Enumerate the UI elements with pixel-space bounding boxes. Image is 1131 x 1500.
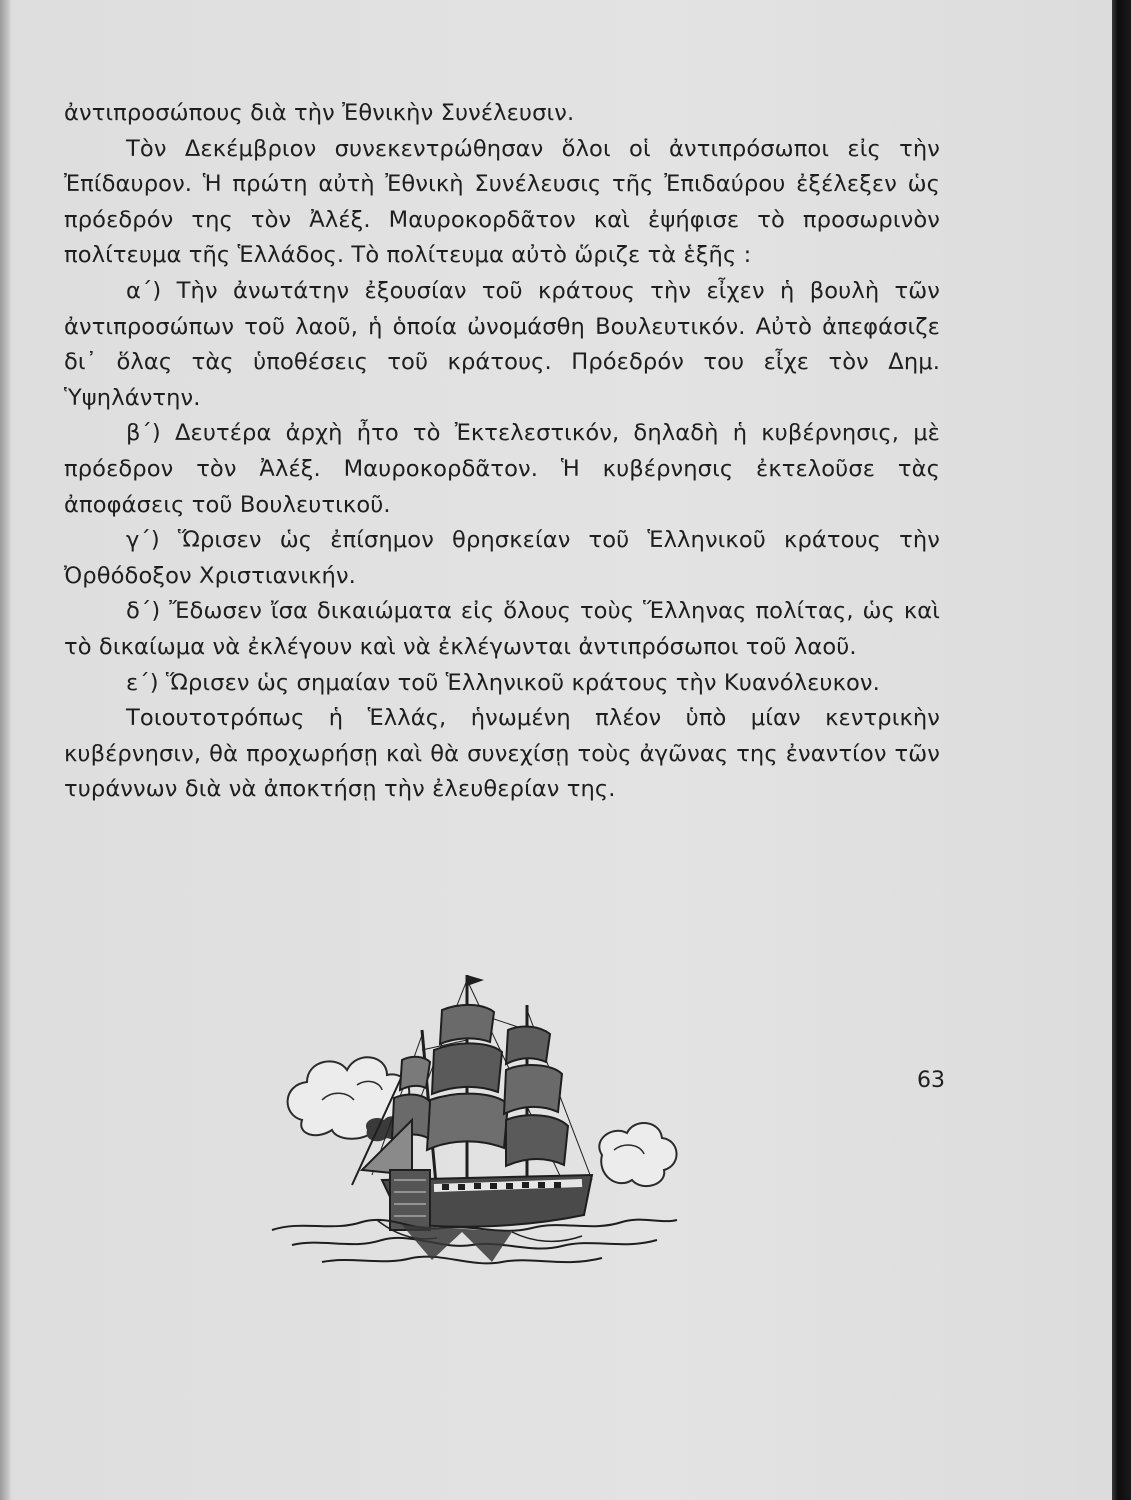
paragraph-item-d: δ΄) Ἔδωσεν ἴσα δικαιώματα εἰς ὅλους τοὺς Ἕλληνας πολίτας, ὡς καὶ τὸ δικαίωμα νὰ ἐκλέγουν καὶ νὰ ἐκλέγωνται ἀντιπρόσωποι τοῦ λαοῦ. [64,598,940,660]
body-text [64,96,940,808]
paragraph-december-assembly: Τὸν Δεκέμβριον συνεκεντρώθησαν ὅλοι οἱ ἀντιπρόσωποι εἰς τὴν Ἐπίδαυρον. Ἡ πρώτη αὐτὴ Ἐθνικὴ Συνέλευσις τῆς Ἐπιδαύρου ἐξέλεξεν ὡς πρόεδρόν της τὸν Ἀλέξ. Μαυροκορδᾶτον καὶ ἐψήφισε τὸ προσωρινὸν πολίτευμα τῆς Ἑλλάδος. Τὸ πολίτευμα αὐτὸ ὥριζε τὰ ἑξῆς : [64,135,940,269]
paragraph-item-a: α΄) Τὴν ἀνωτάτην ἐξουσίαν τοῦ κράτους τὴν εἶχεν ἡ βουλὴ τῶν ἀντιπροσώπων τοῦ λαοῦ, ἡ ὁποία ὠνομάσθη Βουλευτικόν. Αὐτὸ ἀπεφάσιζε δι᾽ ὅλας τὰς ὑποθέσεις τοῦ κράτους. Πρόεδρόν του εἶχε τὸν Δημ. Ὑψηλάντην. [64,277,940,411]
scan-dark-edge [1112,0,1131,1500]
paragraph-continuation: ἀντιπροσώπους διὰ τὴν Ἐθνικὴν Συνέλευσιν. [64,100,575,126]
ship-hull [382,1170,592,1230]
paragraph-item-c: γ΄) Ὥρισεν ὡς ἐπίσημον θρησκείαν τοῦ Ἑλληνικοῦ κράτους τὴν Ὀρθόδοξον Χριστιανικήν. [64,527,940,589]
book-spine-shadow [0,0,10,1500]
paragraph-conclusion: Τοιουτοτρόπως ἡ Ἑλλάς, ἡνωμένη πλέον ὑπὸ μίαν κεντρικὴν κυβέρνησιν, θὰ προχωρήσῃ καὶ θὰ συνεχίσῃ τοὺς ἀγῶνας της ἐναντίον τῶν τυράννων διὰ νὰ ἀποκτήσῃ τὴν ἐλευθερίαν της. [64,705,940,803]
paragraph-item-e: ε΄) Ὥρισεν ὡς σημαίαν τοῦ Ἑλληνικοῦ κράτους τὴν Κυανόλευκον. [126,669,880,696]
paragraph-item-b: β΄) Δευτέρα ἀρχὴ ἦτο τὸ Ἐκτελεστικόν, δηλαδὴ ἡ κυβέρνησις, μὲ πρόεδρον τὸν Ἀλέξ. Μαυροκορδᾶτον. Ἡ κυβέρνησις ἐκτελοῦσε τὰς ἀποφάσεις τοῦ Βουλευτικοῦ. [64,420,940,518]
sailing-ship-illustration [262,970,682,1280]
page-number: 63 [917,1068,945,1093]
ship-flag [467,975,484,986]
cannon-smoke-right [599,1123,676,1186]
